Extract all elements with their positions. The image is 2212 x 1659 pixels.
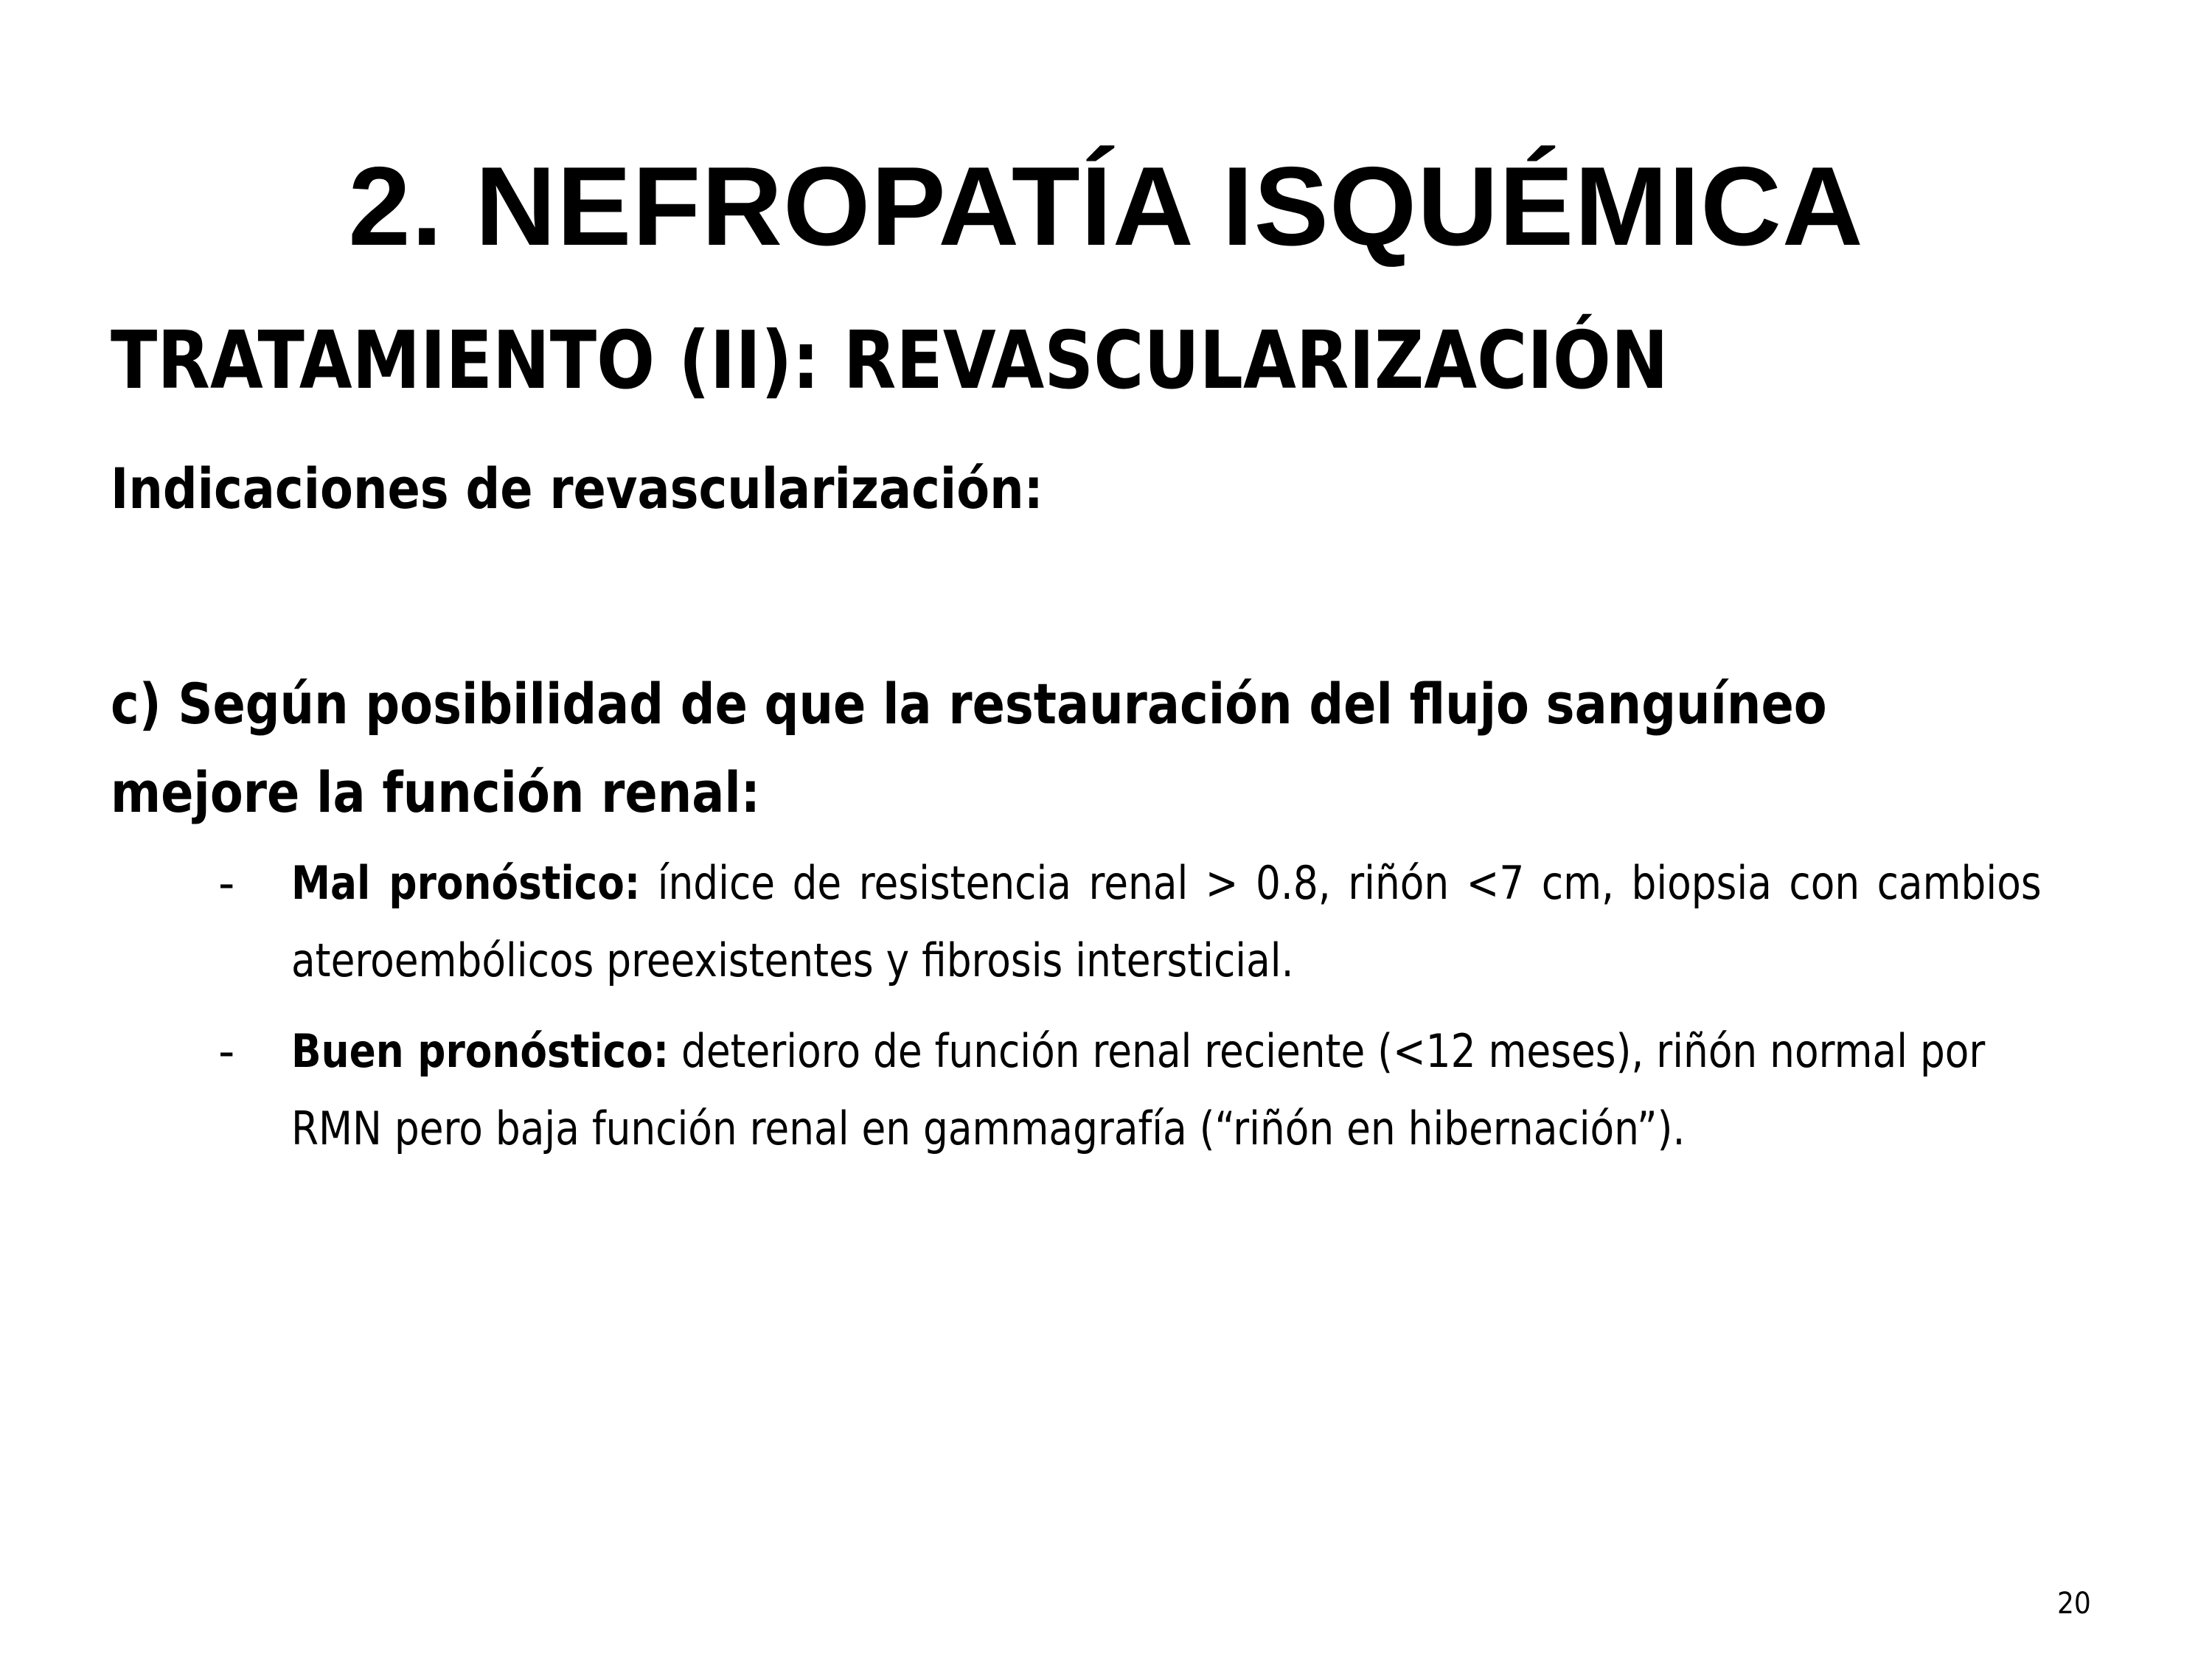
- bad-prognosis-label: Mal pronóstico:: [291, 856, 641, 910]
- page-number: 20: [2057, 1587, 2091, 1621]
- criterion-text: c) Según posibilidad de que la restauración del flujo sanguíneo mejore la función renal:: [111, 671, 1827, 825]
- bullet-dash: -: [218, 856, 235, 910]
- list-item-bad-prognosis: [214, 844, 2131, 999]
- section-heading: Indicaciones de revascularización:: [111, 456, 1043, 521]
- slide-title: 2. NEFROPATÍA ISQUÉMICA: [348, 144, 1864, 269]
- good-prognosis-text: deterioro de función renal reciente (<12 meses), riñón normal por RMN pero baja función renal en gammagrafía (“riñón en hibernación”).: [291, 1024, 1986, 1155]
- prognosis-list: [214, 844, 2131, 1180]
- list-item-good-prognosis: [214, 1012, 2131, 1167]
- list-item-body: [291, 1012, 2042, 1167]
- bullet-dash: -: [218, 1024, 235, 1078]
- slide-subtitle: TRATAMIENTO (II): REVASCULARIZACIÓN: [111, 315, 1669, 407]
- bad-prognosis-text: índice de resistencia renal > 0.8, riñón <7 cm, biopsia con cambios ateroembólicos preexistentes y fibrosis intersticial.: [291, 856, 2042, 987]
- good-prognosis-label: Buen pronóstico:: [291, 1024, 669, 1078]
- list-item-body: [291, 844, 2042, 999]
